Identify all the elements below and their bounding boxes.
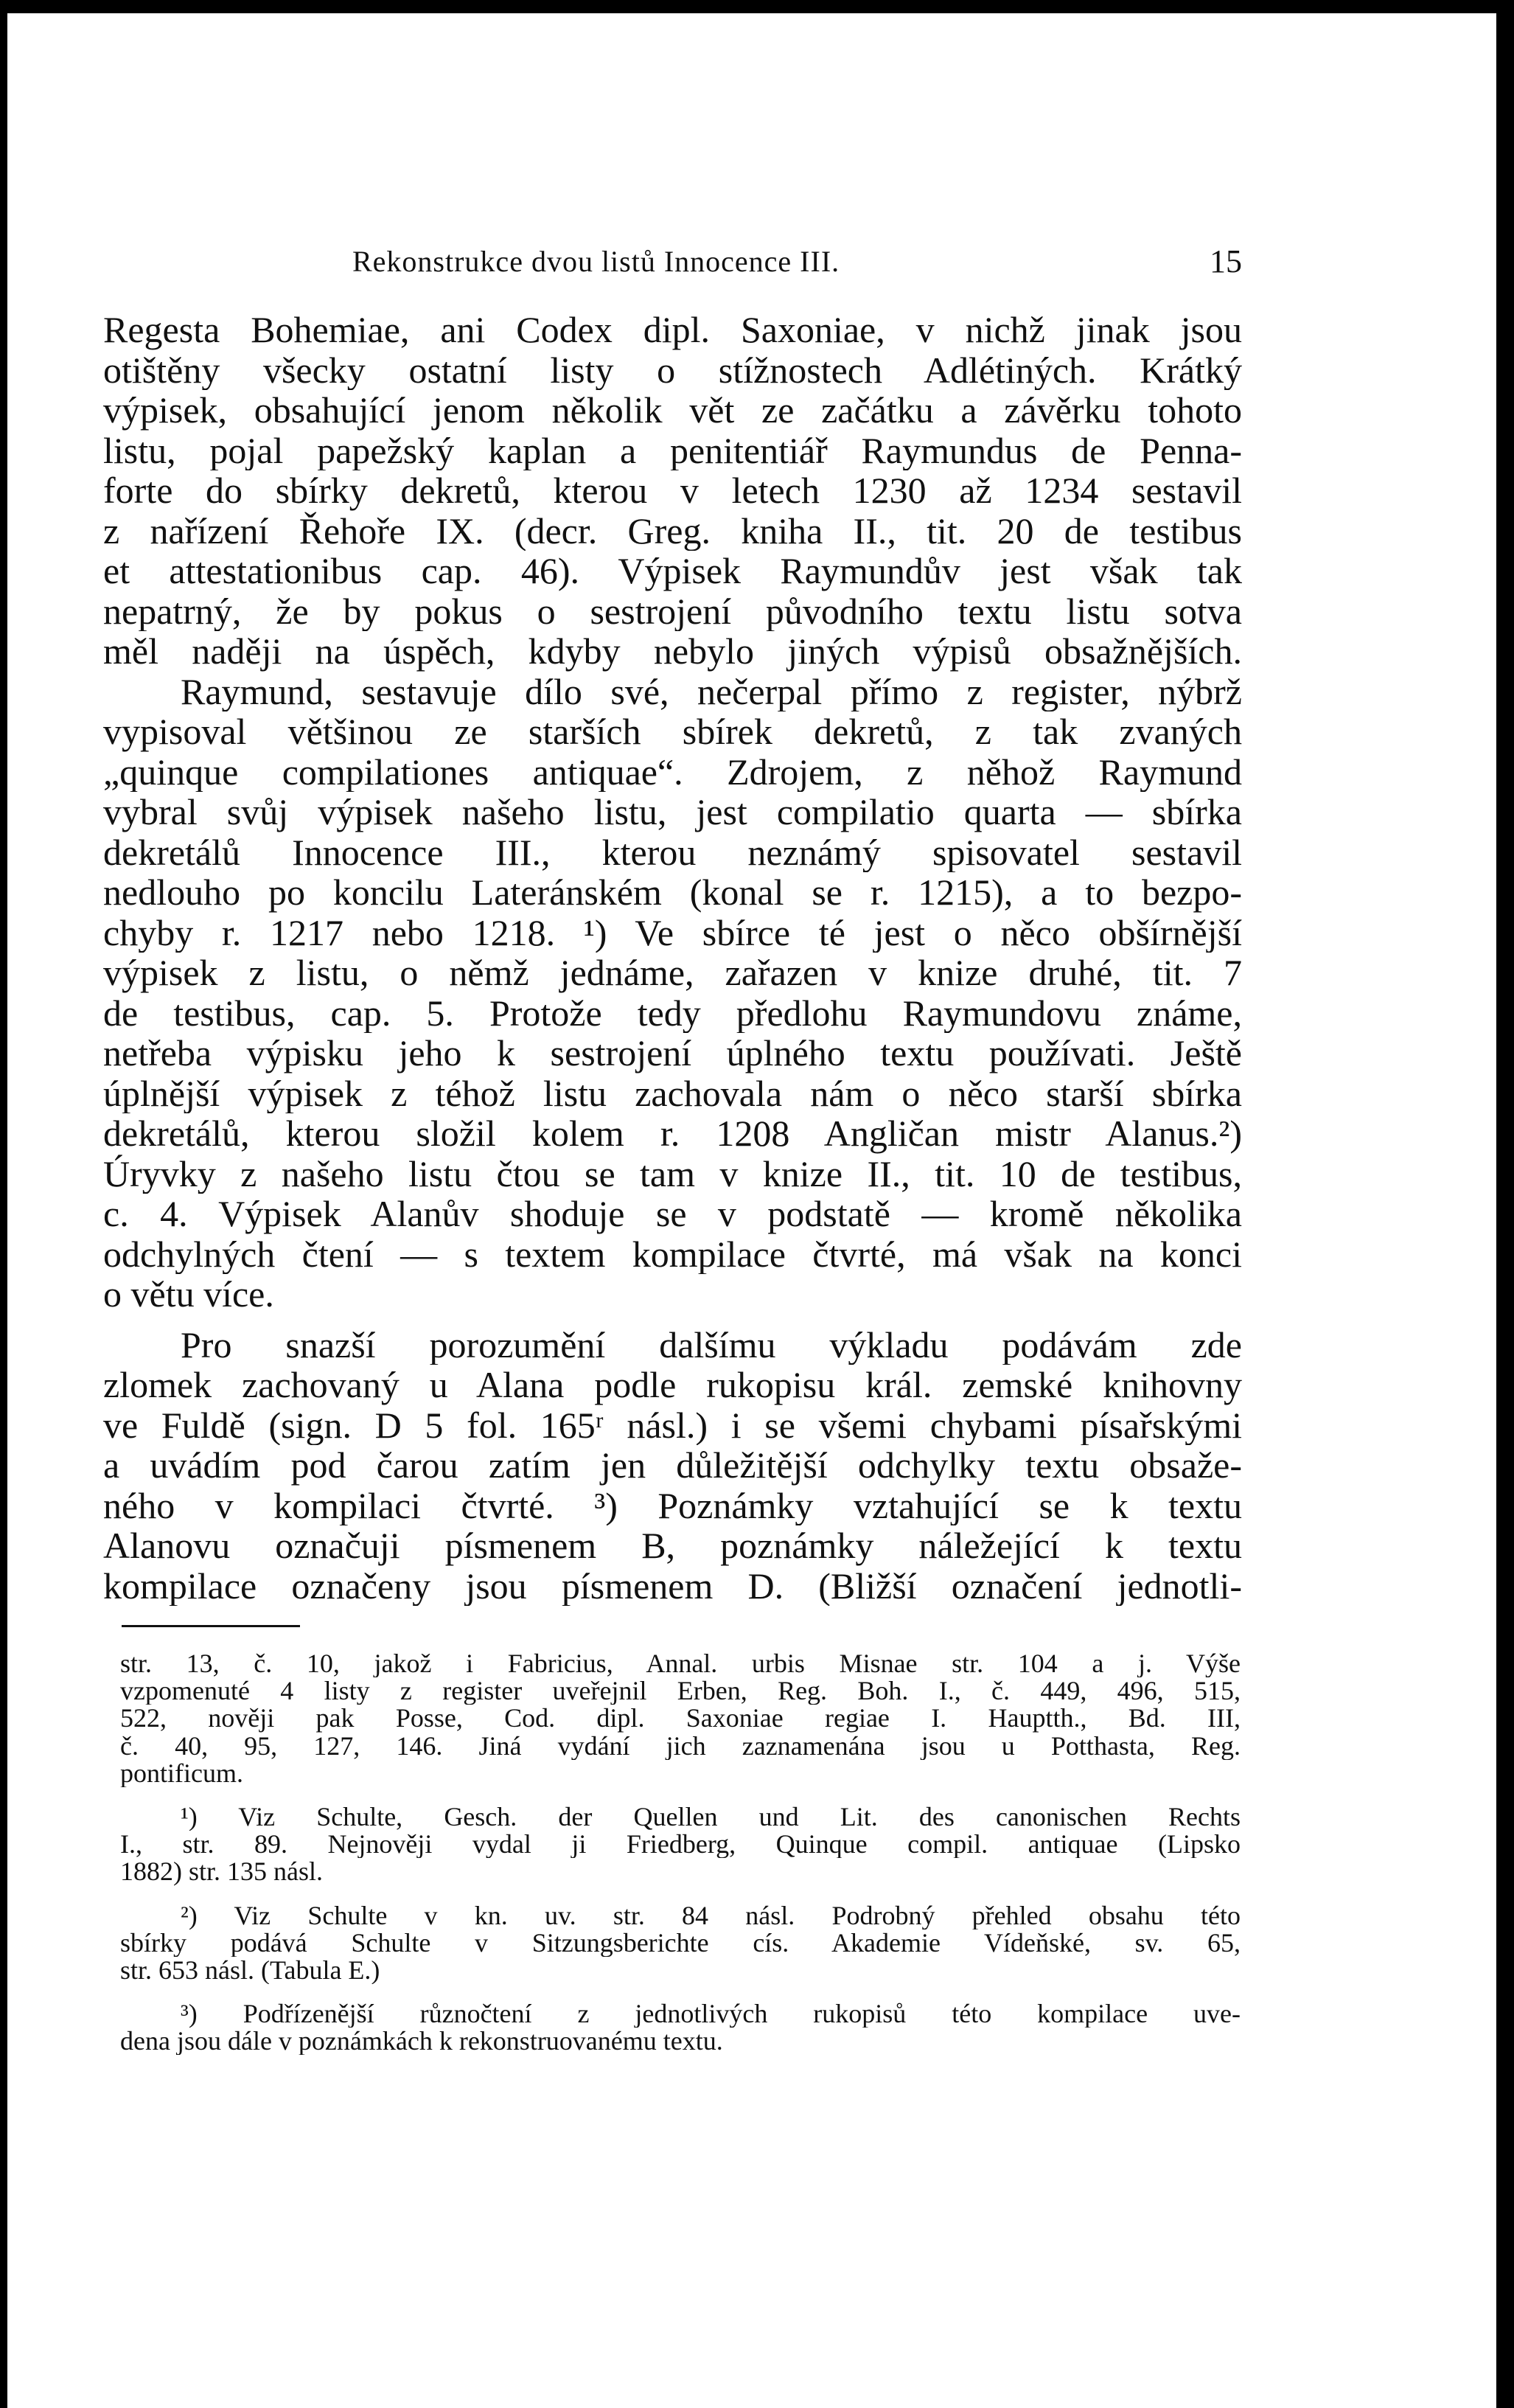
footnote-line: dena jsou dále v poznámkách k rekonstruovanému textu. [120,2028,723,2056]
footnote-line: ²) Viz Schulte v kn. uv. str. 84 násl. Podrobný přehled obsahu této [181,1901,1241,1929]
text-line: nepatrný, že by pokus o sestrojení původního textu listu sotva [103,591,1242,631]
text-line: Pro snazší porozumění dalšímu výkladu podávám zde [181,1324,1242,1365]
text-line: a uvádím pod čarou zatím jen důležitější odchylky textu obsaže- [103,1445,1242,1486]
footnote-3 [120,2000,1241,2055]
text-line: kompilace označeny jsou písmenem D. (Bližší označení jednotli- [103,1565,1242,1606]
footnote-line: ³) Podřízenější různočtení z jednotlivých rukopisů této kompilace uve- [181,2000,1241,2028]
main-text [103,310,1242,1606]
text-line: vypisoval většinou ze starších sbírek dekretů, z tak zvaných [103,711,1242,752]
footnote-line: str. 13, č. 10, jakož i Fabricius, Annal. urbis Misnae str. 104 a j. Výše [120,1650,1241,1678]
text-line: netřeba výpisku jeho k sestrojení úplného textu používati. Ještě [103,1033,1242,1073]
text-line: z nařízení Řehoře IX. (decr. Greg. kniha II., tit. 20 de testibus [103,510,1242,551]
text-line: otištěny všecky ostatní listy o stížnostech Adlétiných. Krátký [103,349,1242,390]
footnote-line: 522, nověji pak Posse, Cod. dipl. Saxoniae regiae I. Hauptth., Bd. III, [120,1705,1241,1733]
text-line: měl naději na úspěch, kdyby nebylo jiných výpisů obsažnějších. [103,631,1242,672]
footnote-separator [122,1625,300,1627]
running-title: Rekonstrukce dvou listů Innocence III. [352,245,840,278]
text-line: ného v kompilaci čtvrté. ³) Poznámky vztahující se k textu [103,1485,1242,1525]
text-line: výpisek, obsahující jenom několik vět ze začátku a závěrku tohoto [103,390,1242,431]
text-line: odchylných čtení — s textem kompilace čtvrté, má však na konci [103,1233,1242,1274]
footnotes [120,1650,1241,2055]
text-line: Regesta Bohemiae, ani Codex dipl. Saxoniae, v nichž jinak jsou [103,310,1242,350]
text-line: listu, pojal papežský kaplan a penitentiář Raymundus de Penna- [103,430,1242,470]
text-line: úplnější výpisek z téhož listu zachovala nám o něco starší sbírka [103,1073,1242,1113]
text-line: Úryvky z našeho listu čtou se tam v knize II., tit. 10 de testibus, [103,1153,1242,1194]
footnote-line: sbírky podává Schulte v Sitzungsberichte cís. Akademie Vídeňské, sv. 65, [120,1929,1241,1957]
paragraph-2 [103,672,1242,1315]
paragraph-3 [103,1325,1242,1607]
paragraph-1 [103,310,1242,672]
text-line: de testibus, cap. 5. Protože tedy předlohu Raymundovu známe, [103,992,1242,1033]
text-line: Raymund, sestavuje dílo své, nečerpal přímo z register, nýbrž [181,671,1242,711]
page-number: 15 [1210,243,1242,279]
footnote-line: str. 653 násl. (Tabula E.) [120,1956,380,1985]
text-line: nedlouho po koncilu Lateránském (konal se r. 1215), a to bezpo- [103,872,1242,913]
footnote-line: ¹) Viz Schulte, Gesch. der Quellen und Lit. des canonischen Rechts [181,1803,1241,1831]
footnote-line: vzpomenuté 4 listy z register uveřejnil Erben, Reg. Boh. I., č. 449, 496, 515, [120,1677,1241,1705]
text-line: chyby r. 1217 nebo 1218. ¹) Ve sbírce té jest o něco obšírnější [103,912,1242,953]
text-line: et attestationibus cap. 46). Výpisek Raymundův jest však tak [103,551,1242,591]
text-line: forte do sbírky dekretů, kterou v letech 1230 až 1234 sestavil [103,470,1242,511]
footnote-line: č. 40, 95, 127, 146. Jiná vydání jich zaznamenána jsou u Potthasta, Reg. [120,1732,1241,1760]
text-line: výpisek z listu, o němž jednáme, zařazen v knize druhé, tit. 7 [103,953,1242,993]
footnote-line: pontificum. [120,1759,243,1787]
text-line: dekretálů Innocence III., kterou neznámý spisovatel sestavil [103,832,1242,872]
text-line: c. 4. Výpisek Alanův shoduje se v podstatě — kromě několika [103,1194,1242,1234]
text-line: „quinque compilationes antiquae“. Zdrojem, z něhož Raymund [103,751,1242,792]
footnote-1 [120,1803,1241,1886]
footnote-continuation [120,1650,1241,1787]
text-line: Alanovu označuji písmenem B, poznámky náležející k textu [103,1525,1242,1566]
text-line: vybral svůj výpisek našeho listu, jest compilatio quarta — sbírka [103,792,1242,832]
text-line: o větu více. [103,1274,274,1315]
text-line: dekretálů, kterou složil kolem r. 1208 Angličan mistr Alanus.²) [103,1113,1242,1154]
text-line: ve Fuldě (sign. D 5 fol. 165ʳ násl.) i se všemi chybami písařskými [103,1405,1242,1445]
text-line: zlomek zachovaný u Alana podle rukopisu král. zemské knihovny [103,1365,1242,1405]
footnote-line: I., str. 89. Nejnověji vydal ji Friedberg, Quinque compil. antiquae (Lipsko [120,1831,1241,1859]
footnote-line: 1882) str. 135 násl. [120,1858,323,1886]
footnote-2 [120,1902,1241,1985]
